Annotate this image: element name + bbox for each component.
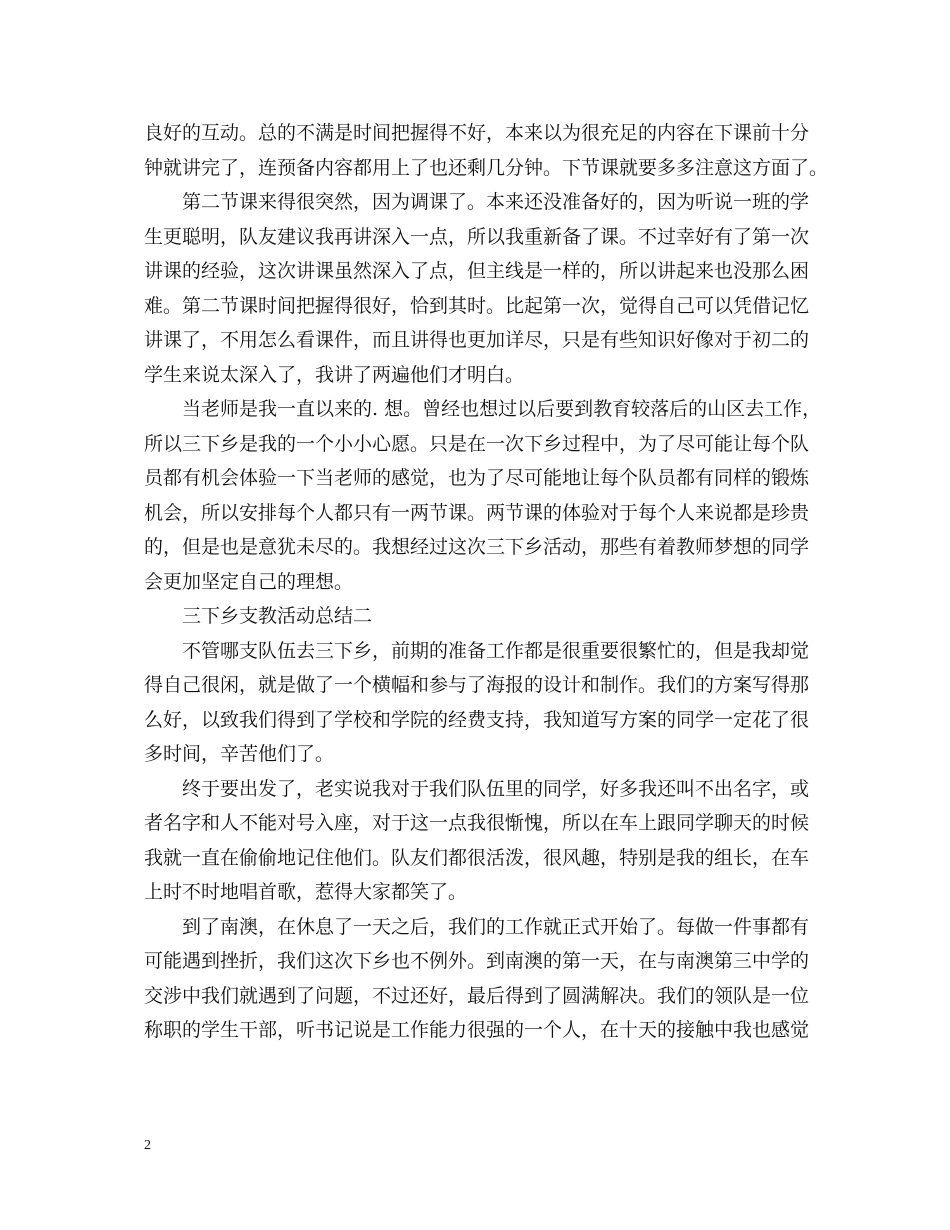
- paragraph-line: 所以三下乡是我的一个小小心愿。只是在一次下乡过程中，为了尽可能让每个队: [144, 432, 810, 455]
- paragraph-line: 讲课的经验，这次讲课虽然深入了点，但主线是一样的，所以讲起来也没那么困: [144, 260, 810, 282]
- paragraph-line: 么好，以致我们得到了学校和学院的经费支持，我知道写方案的同学一定花了很: [144, 708, 810, 731]
- paragraph-line: 生更聪明，队友建议我再讲深入一点，所以我重新备了课。不过幸好有了第一次: [144, 225, 810, 248]
- paragraph-line: 难。第二节课时间把握得很好，恰到其时。比起第一次，觉得自己可以凭借记忆: [144, 294, 810, 317]
- paragraph-line: 上时不时地唱首歌，惹得大家都笑了。: [144, 881, 468, 903]
- paragraph-line: 学生来说太深入了，我讲了两遍他们才明白。: [144, 363, 525, 386]
- paragraph-line: 会更加坚定自己的理想。: [144, 570, 354, 593]
- paragraph-line: 机会，所以安排每个人都只有一两节课。两节课的体验对于每个人来说都是珍贵: [144, 501, 810, 524]
- section-heading: 三下乡支教活动总结二: [182, 605, 373, 627]
- document-body: [144, 116, 829, 1048]
- paragraph-line: 讲课了，不用怎么看课件，而且讲得也更加详尽，只是有些知识好像对于初二的: [144, 329, 810, 351]
- paragraph-line: 良好的互动。总的不满是时间把握得不好，本来以为很充足的内容在下课前十分: [144, 122, 810, 144]
- paragraph-line: 多时间，辛苦他们了。: [144, 743, 335, 765]
- paragraph-line: 我就一直在偷偷地记住他们。队友们都很活泼，很风趣，特别是我的组长，在车: [144, 846, 810, 869]
- paragraph-line: 当老师是我一直以来的. 想。曾经也想过以后要到教育较落后的山区去工作，: [182, 398, 822, 420]
- paragraph-line: 者名字和人不能对号入座，对于这一点我很惭愧，所以在车上跟同学聊天的时候: [144, 812, 810, 834]
- paragraph-line: 终于要出发了，老实说我对于我们队伍里的同学，好多我还叫不出名字，或: [182, 777, 810, 800]
- paragraph-line: 交涉中我们就遇到了问题，不过还好，最后得到了圆满解决。我们的领队是一位: [144, 984, 810, 1007]
- paragraph-line: 得自己很闲，就是做了一个横幅和参与了海报的设计和制作。我们的方案写得那: [144, 674, 810, 696]
- paragraph-line: 的，但是也是意犹未尽的。我想经过这次三下乡活动，那些有着教师梦想的同学: [144, 536, 810, 558]
- paragraph-line: 可能遇到挫折，我们这次下乡也不例外。到南澳的第一天，在与南澳第三中学的: [144, 950, 810, 972]
- paragraph-line: 第二节课来得很突然，因为调课了。本来还没准备好的，因为听说一班的学: [182, 191, 810, 213]
- paragraph-line: 不管哪支队伍去三下乡，前期的准备工作都是很重要很繁忙的，但是我却觉: [182, 639, 810, 662]
- paragraph-line: 员都有机会体验一下当老师的感觉，也为了尽可能地让每个队员都有同样的锻炼: [144, 467, 810, 489]
- paragraph-line: 到了南澳，在休息了一天之后，我们的工作就正式开始了。每做一件事都有: [182, 915, 810, 938]
- paragraph-line: 称职的学生干部，听书记说是工作能力很强的一个人，在十天的接触中我也感觉: [144, 1019, 810, 1041]
- page-number: 2: [144, 1138, 151, 1153]
- paragraph-line: 钟就讲完了，连预备内容都用上了也还剩几分钟。下节课就要多多注意这方面了。: [144, 156, 829, 179]
